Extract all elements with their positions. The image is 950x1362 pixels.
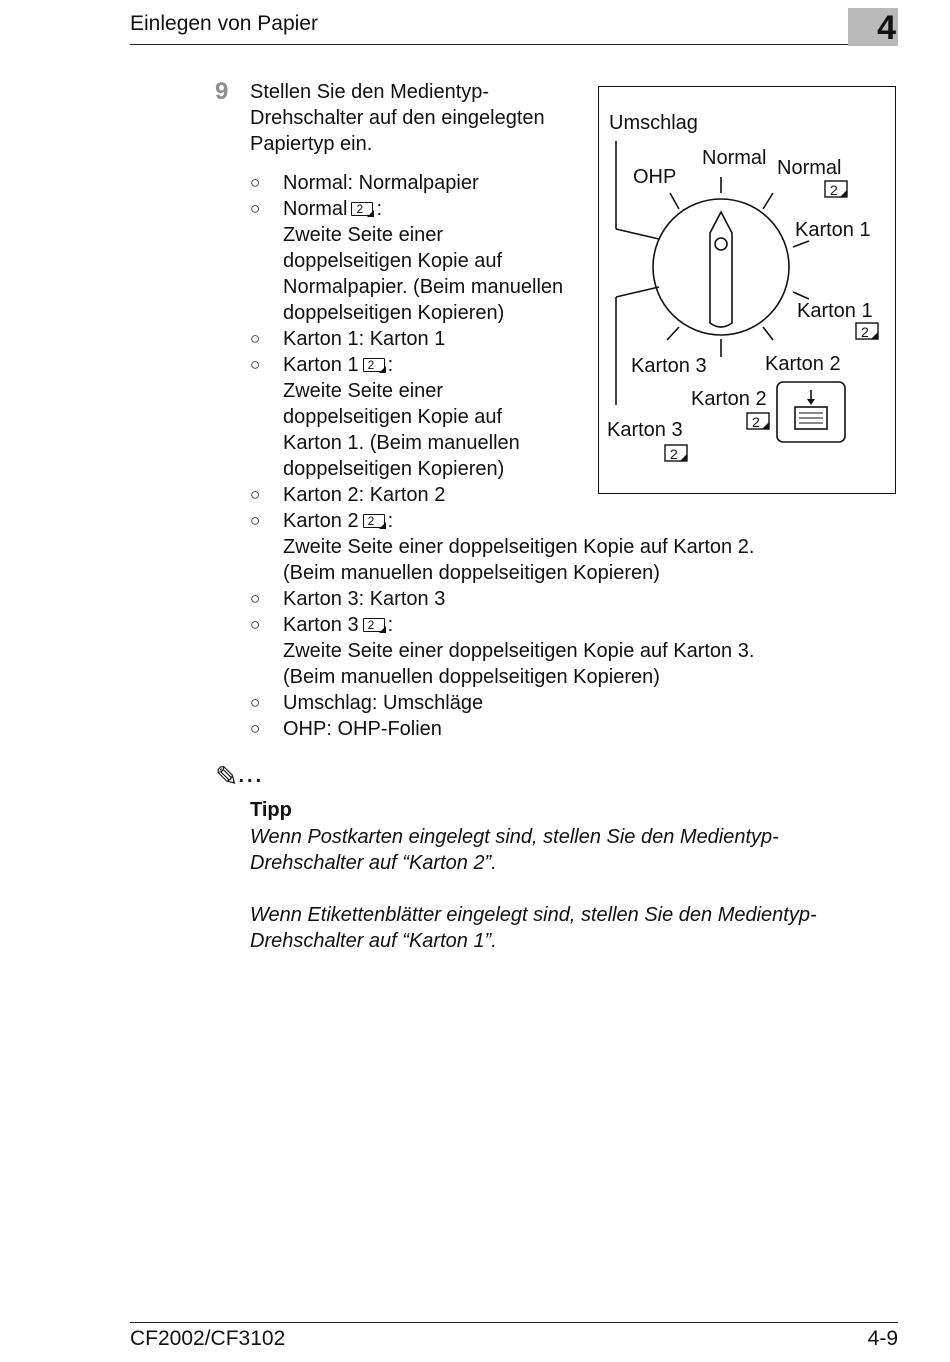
list-item-text: Zweite Seite einer (283, 224, 444, 246)
list-item-text: Normal: Normalpapier (283, 172, 479, 194)
media-type-dial-drawing (599, 87, 897, 495)
duplex-icon-normal (825, 181, 847, 198)
bullet-circle-icon: ○ (250, 511, 261, 530)
list-item-heading: Karton 3 2 : (283, 614, 394, 636)
tick-karton3 (667, 327, 679, 340)
list-item-text: Normalpapier. (Beim manuellen (283, 276, 564, 298)
tip-paragraph (250, 824, 870, 876)
step-instruction: Stellen Sie den Medientyp-Drehschalter auf den eingelegten Papiertyp ein. (250, 81, 545, 155)
tick-karton3-duplex-upper (616, 287, 659, 297)
dial-knob (653, 199, 789, 335)
list-item-text: OHP: OHP-Folien (283, 718, 442, 740)
list-item-heading: Normal 2 : (283, 198, 383, 220)
bullet-circle-icon: ○ (250, 615, 261, 634)
bullet-circle-icon: ○ (250, 173, 261, 192)
dial-label-umschlag: Umschlag (609, 112, 698, 134)
dial-label-karton1-duplex: Karton 1 (797, 300, 873, 322)
footer-page-number: 4-9 (867, 1327, 898, 1350)
tip-title: Tipp (250, 799, 292, 821)
chapter-number: 4 (877, 9, 896, 47)
list-item-text: Karton 2: Karton 2 (283, 484, 446, 506)
bullet-circle-icon: ○ (250, 355, 261, 374)
list-item-text: Karton 1: Karton 1 (283, 328, 446, 350)
list-item-text: Zweite Seite einer (283, 380, 444, 402)
bullet-circle-icon: ○ (250, 589, 261, 608)
dial-pointer-dot (715, 238, 727, 250)
list-item-text: doppelseitigen Kopie auf (283, 250, 503, 272)
bullet-circle-icon: ○ (250, 719, 261, 738)
svg-text:2: 2 (861, 324, 869, 340)
header-rule (130, 44, 898, 45)
chapter-tab (848, 8, 898, 46)
tip-paragraph (250, 902, 870, 954)
list-item-text: Zweite Seite einer doppelseitigen Kopie auf Karton 3. (283, 640, 755, 662)
duplex-icon: 2 (363, 514, 385, 528)
duplex-icon: 2 (351, 202, 373, 216)
tick-umschlag-lower (616, 229, 659, 239)
tip-line: Drehschalter auf “Karton 2”. (250, 852, 497, 874)
bullet-circle-icon: ○ (250, 329, 261, 348)
duplex-icon-karton3 (665, 445, 687, 462)
list-item-heading: Karton 1 2 : (283, 354, 394, 376)
footer-model: CF2002/CF3102 (130, 1327, 286, 1350)
list-item-text: doppelseitigen Kopieren) (283, 302, 505, 324)
dial-label-karton2: Karton 2 (765, 353, 841, 375)
tick-ohp (670, 193, 679, 209)
dial-label-karton3-duplex: Karton 3 (607, 419, 683, 441)
list-item-text: (Beim manuellen doppelseitigen Kopieren) (283, 562, 660, 584)
svg-text:2: 2 (670, 446, 678, 462)
duplex-icon-karton2 (747, 413, 769, 430)
list-item-text: Karton 1. (Beim manuellen (283, 432, 520, 454)
bullet-circle-icon: ○ (250, 485, 261, 504)
tick-karton1 (793, 241, 809, 247)
svg-text:2: 2 (830, 182, 838, 198)
tick-normal-duplex (763, 193, 773, 209)
list-item-text: (Beim manuellen doppelseitigen Kopieren) (283, 666, 660, 688)
dial-label-karton2-duplex: Karton 2 (691, 388, 767, 410)
bullet-circle-icon: ○ (250, 199, 261, 218)
tip-line: Drehschalter auf “Karton 1”. (250, 930, 497, 952)
list-item-text: Umschlag: Umschläge (283, 692, 484, 714)
tip-line: Wenn Etikettenblätter eingelegt sind, stellen Sie den Medientyp- (250, 904, 817, 926)
tip-line: Wenn Postkarten eingelegt sind, stellen Sie den Medientyp- (250, 826, 779, 848)
footer-rule (130, 1322, 898, 1323)
dial-pointer (710, 212, 732, 327)
media-type-dial-figure (598, 86, 896, 494)
list-item-heading: Karton 2 2 : (283, 510, 394, 532)
pencil-note-icon: ✎... (215, 761, 265, 792)
duplex-icon-karton1 (856, 323, 878, 340)
dial-label-normal: Normal (702, 147, 767, 169)
dial-label-karton3: Karton 3 (631, 355, 707, 377)
header-title: Einlegen von Papier (130, 12, 318, 35)
dial-label-normal-duplex: Normal (777, 157, 842, 179)
svg-text:2: 2 (752, 414, 760, 430)
step-number: 9 (215, 78, 229, 105)
dial-label-karton1: Karton 1 (795, 219, 871, 241)
tick-karton1-duplex (793, 292, 809, 299)
duplex-icon: 2 (363, 618, 385, 632)
list-item-text: doppelseitigen Kopie auf (283, 406, 503, 428)
tick-karton2 (763, 327, 773, 340)
list-item-text: doppelseitigen Kopieren) (283, 458, 505, 480)
bullet-circle-icon: ○ (250, 693, 261, 712)
dial-label-ohp: OHP (633, 166, 677, 188)
duplex-icon: 2 (363, 358, 385, 372)
list-item-text: Zweite Seite einer doppelseitigen Kopie auf Karton 2. (283, 536, 755, 558)
list-item-text: Karton 3: Karton 3 (283, 588, 446, 610)
